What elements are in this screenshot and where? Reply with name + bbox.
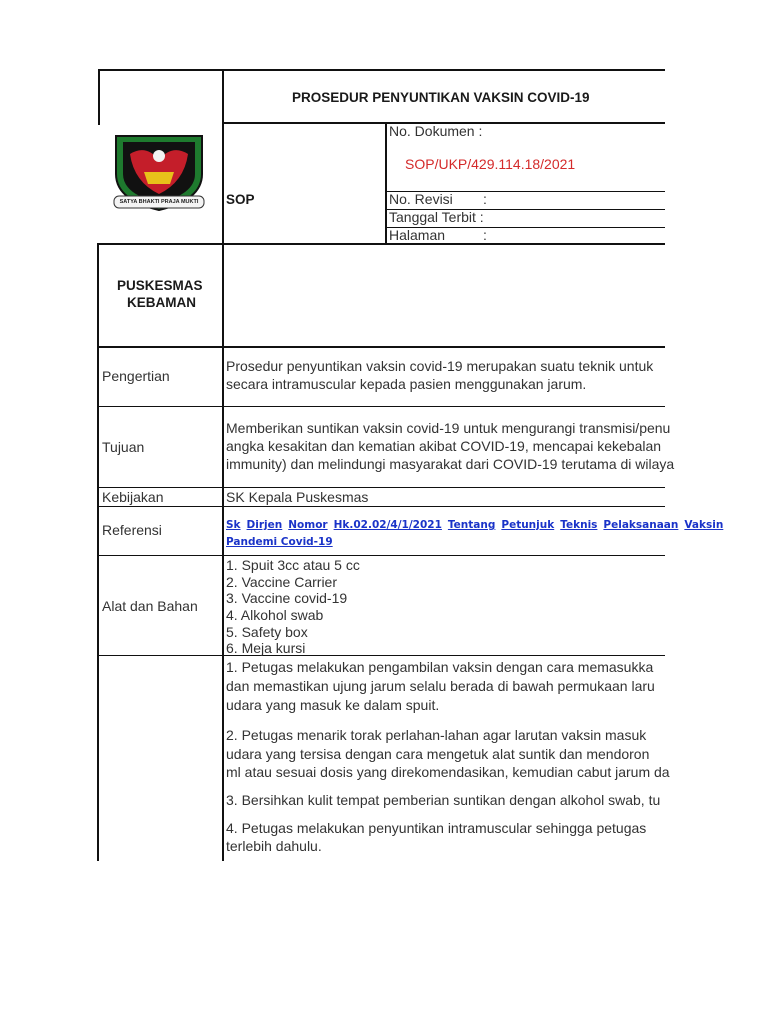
ref-link[interactable]: Vaksin — [684, 519, 724, 531]
step-line: 2. Petugas menarik torak perlahan-lahan agar larutan vaksin masuk — [226, 727, 647, 743]
alat-item: 2. Vaccine Carrier — [226, 574, 338, 590]
pengertian-line: Prosedur penyuntikan vaksin covid-19 merupakan suatu teknik untuk — [226, 358, 654, 374]
halaman-colon: : — [483, 227, 487, 243]
alat-item: 5. Safety box — [226, 624, 308, 640]
row-line-header-bottom — [97, 243, 665, 245]
border-top — [98, 69, 665, 71]
tujuan-line: angka kesakitan dan kematian akibat COVID-19, mencapai kekebalan — [226, 438, 662, 454]
step-line: dan memastikan ujung jarum selalu berada di bawah permukaan laru — [226, 678, 655, 694]
step-line: udara yang masuk ke dalam spuit. — [226, 697, 440, 713]
terbit-label: Tanggal Terbit : — [389, 209, 484, 225]
row-line-kebijakan — [97, 506, 665, 507]
dokumen-value: SOP/UKP/429.114.18/2021 — [405, 156, 576, 172]
ref-link[interactable]: Tentang — [447, 519, 496, 531]
tujuan-label: Tujuan — [102, 439, 145, 455]
tujuan-line: Memberikan suntikan vaksin covid-19 untuk mengurangi transmisi/penu — [226, 420, 671, 436]
ref-link[interactable]: Pelaksanaan — [603, 519, 679, 531]
step-line: 1. Petugas melakukan pengambilan vaksin dengan cara memasukka — [226, 659, 654, 675]
step-line: terlebih dahulu. — [226, 838, 322, 854]
kebijakan-label: Kebijakan — [102, 489, 164, 505]
ref-link[interactable]: Teknis — [560, 519, 598, 531]
row-line-alat — [97, 655, 665, 656]
org-name-line1: PUSKESMAS — [117, 278, 203, 293]
step-line: 3. Bersihkan kulit tempat pemberian suntikan dengan alkohol swab, tu — [226, 792, 661, 808]
tujuan-line: immunity) dan melindungi masyarakat dari COVID-19 terutama di wilaya — [226, 456, 675, 472]
referensi-line1 — [226, 515, 724, 531]
ref-link[interactable]: Sk — [226, 519, 241, 531]
border-left-top — [98, 69, 100, 125]
kebijakan-text: SK Kepala Puskesmas — [226, 489, 369, 505]
col-divider-1 — [222, 69, 224, 861]
ref-link[interactable]: Dirjen — [246, 519, 283, 531]
ref-link[interactable]: Petunjuk — [501, 519, 555, 531]
pengertian-line: secara intramuscular kepada pasien menggunakan jarum. — [226, 376, 587, 392]
alat-item: 4. Alkohol swab — [226, 607, 324, 623]
ref-link-line2[interactable]: Pandemi Covid-19 — [226, 536, 333, 548]
pengertian-label: Pengertian — [102, 368, 170, 384]
org-name-line2: KEBAMAN — [127, 295, 196, 310]
logo-motto: SATYA BHAKTI PRAJA MUKTI — [119, 199, 199, 205]
revisi-label: No. Revisi — [389, 191, 453, 207]
halaman-label: Halaman — [389, 227, 446, 243]
page-title: PROSEDUR PENYUNTIKAN VAKSIN COVID-19 — [292, 90, 590, 105]
step-line: 4. Petugas melakukan penyuntikan intramuscular sehingga petugas — [226, 820, 647, 836]
row-line-pengertian — [97, 406, 665, 407]
ref-link[interactable]: Hk.02.02/4/1/2021 — [333, 519, 442, 531]
ref-link[interactable]: Nomor — [288, 519, 328, 531]
step-line: ml atau sesuai dosis yang direkomendasikan, kemudian cabut jarum da — [226, 764, 670, 780]
row-line-tujuan — [97, 487, 665, 488]
step-line: udara yang tersisa dengan cara mengetuk alat suntik dan mendoron — [226, 746, 650, 762]
dokumen-label: No. Dokumen : — [389, 123, 483, 139]
alat-item: 6. Meja kursi — [226, 640, 306, 656]
border-left-bottom — [97, 244, 99, 861]
puskesmas-logo — [106, 130, 212, 216]
referensi-label: Referensi — [102, 522, 162, 538]
alat-label: Alat dan Bahan — [102, 598, 198, 614]
sop-label: SOP — [226, 192, 255, 207]
col-divider-2 — [385, 122, 387, 244]
alat-item: 3. Vaccine covid-19 — [226, 590, 348, 606]
row-line-org-bottom — [97, 346, 665, 348]
alat-item: 1. Spuit 3cc atau 5 cc — [226, 557, 360, 573]
langkah-steps — [226, 659, 670, 859]
revisi-colon: : — [483, 191, 487, 207]
row-line-referensi — [97, 555, 665, 556]
